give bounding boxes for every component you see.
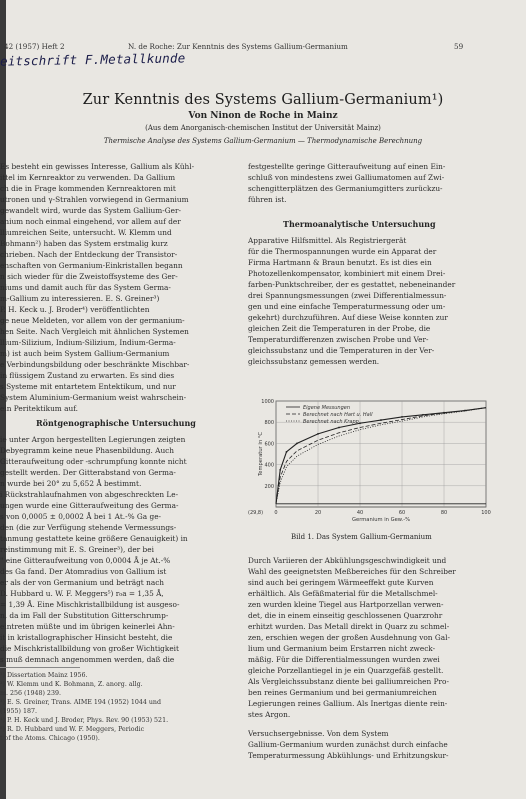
x-tick-label: 80: [440, 510, 448, 516]
text-line: D. Hubbard u. W. F. Meggers⁵) r₀a = 1,35 Å,: [0, 589, 164, 598]
text-line: die Mischkristallbildung von großer Wichtigkeit: [0, 644, 179, 653]
text-line: P. H. Keck u. J. Broder⁴) veröffentlichten: [0, 305, 150, 314]
y-tick-label: 400: [264, 462, 274, 469]
text-line: Temperaturmessung Abkühlungs- und Erhitzungskur-: [248, 751, 449, 760]
text-line: llium-Silizium, Indium-Silizium, Indium-Germa-: [0, 338, 176, 347]
footnote-line: (1955) 187.: [0, 708, 37, 715]
footnotes: [0, 671, 236, 743]
text-line: eintreten müßte und im übrigen keinerlei Ahn-: [0, 622, 175, 631]
text-line: m) ist auch beim System Gallium-Germanium: [0, 349, 170, 358]
text-line: gekehrt) durchzuführen. Auf diese Weise konnten zur: [248, 313, 448, 322]
text-line: erhitzt wurden. Das Metall direkt in Quarz zu schmel-: [248, 622, 450, 631]
text-line: reinstimmung mit E. S. Greiner³), der bei: [0, 545, 154, 554]
y-tick-label: 1000: [261, 399, 274, 405]
text-line: chrieben. Nach der Entdeckung der Transistor-: [0, 250, 178, 259]
text-line: i Rückstrahlaufnahmen von abgeschreckten Le-: [0, 490, 179, 499]
text-line: mäßig. Für die Differentialmessungen wurden zwei: [248, 655, 440, 664]
legend-label: Berechnet nach Krapp: [303, 419, 359, 425]
footnote-rule: [0, 667, 80, 668]
phase-diagram-chart: [246, 395, 496, 530]
y-tick-label: 200: [264, 483, 274, 490]
text-line: Temperaturdifferenzen zwischen Probe und Ver-: [248, 335, 429, 344]
text-line: den (die zur Verfügung stehende Vermessungs-: [0, 523, 177, 532]
x-tick-label: 0: [274, 510, 278, 516]
text-line: schengitterplätzen des Germaniumgitters zurückzu-: [248, 184, 443, 193]
text-line: e Verbindungsbildung oder beschränkte Mischbar-: [0, 360, 190, 369]
x-tick-label: 40: [356, 510, 364, 516]
text-line: Legierungen reines Gallium. Als Inertgas diente rein-: [248, 699, 448, 708]
footnote-line: ⁴) P. H. Keck und J. Broder, Phys. Rev. 90 (1953) 521.: [0, 717, 169, 724]
text-line: hen Seite. Nach Vergleich mit ähnlichen Systemen: [0, 327, 189, 336]
text-line: er als der von Germanium und beträgt nach: [0, 578, 165, 587]
right-section4: [248, 728, 484, 761]
text-line: erhältlich. Als Gefäßmaterial für die Metallschmel-: [248, 589, 438, 598]
article-title: Zur Kenntnis des Systems Gallium-Germanium¹): [82, 92, 444, 108]
y-tick-label: 800: [264, 420, 274, 427]
axis-note: (29,8): [248, 510, 264, 516]
data-point: [279, 469, 281, 471]
text-line: = 1,39 Å. Eine Mischkristallbildung ist ausgeso-: [0, 600, 180, 609]
text-line: Debyegramm keine neue Phasenbildung. Auch: [0, 446, 175, 455]
text-line: lium und Germanium beim Erstarren nicht zweck-: [248, 644, 436, 653]
text-line: det, die in einem einseitig geschlossenen Quarzrohr: [248, 611, 443, 620]
article-author: Von Ninon de Roche in Mainz: [188, 111, 338, 121]
data-point: [317, 433, 319, 435]
left-section1: [0, 434, 240, 665]
text-line: " eine Gitteraufweitung von 0,0004 Å je At.-%: [0, 556, 171, 565]
figure-1: [246, 395, 496, 530]
text-line: farben-Punktschreiber, der es gestattet, nebeneinander: [248, 280, 456, 289]
text-line: Wahl des geeignetsten Meßbereiches für den Schreiber: [248, 567, 456, 576]
x-tick-label: 100: [481, 510, 491, 516]
right-section2: [248, 235, 484, 367]
footnote-line: t of the Atoms. Chicago (1950).: [0, 735, 100, 742]
text-line: gestellt werden. Der Gitterabstand von Germa-: [0, 468, 176, 477]
running-title: N. de Roche: Zur Kenntnis des Systems Gallium-Germanium: [128, 42, 348, 51]
text-line: ch die in Frage kommenden Kernreaktoren mit: [0, 184, 176, 193]
issue-info: 42 (1957) Heft 2: [4, 42, 65, 51]
text-line: festgestellte geringe Gitteraufweitung auf einen Ein-: [248, 162, 446, 171]
data-point: [401, 416, 403, 418]
journal-stamp: eitschrift F.Metallkunde: [0, 50, 186, 69]
text-line: drei Spannungsmessungen (zwei Differentialmessun-: [248, 291, 447, 300]
page-number: 59: [454, 42, 464, 51]
data-point: [286, 451, 288, 453]
text-line: ungen wurde eine Gitteraufweitung des Germa-: [0, 501, 179, 510]
text-line: Photozellenkompensator, kombiniert mit einem Drei-: [248, 269, 446, 278]
text-line: Gallium-Germanium wurden zunächst durch einfache: [248, 740, 448, 749]
text-line: tanmung gestattete keine größere Genauigkeit) in: [0, 534, 188, 543]
text-line: Bohmann²) haben das System erstmalig kurz: [0, 239, 168, 248]
footnote-line: ¹) Dissertation Mainz 1956.: [0, 672, 88, 679]
figure-caption: Bild 1. Das System Gallium-Germanium: [291, 533, 432, 541]
section-heading-roentgen: Röntgenographische Untersuchung: [36, 418, 196, 428]
text-line: sind auch bei geringem Wärmeeffekt gute Kurven: [248, 578, 434, 587]
text-line: niums und damit auch für das System Germa-: [0, 283, 171, 292]
text-line: in flüssigem Zustand zu erwarten. Es sind dies: [0, 371, 175, 380]
article-subtitle: Thermische Analyse des Systems Gallium-Germanium — Thermodynamische Berechnung: [103, 137, 423, 145]
data-point: [380, 419, 382, 421]
text-line: Firma Hartmann & Braun benutzt. Es ist dies ein: [248, 258, 432, 267]
footnote-line: ³) E. S. Greiner, Trans. AIME 194 (1952) 1044 und: [0, 699, 162, 706]
text-line: gleiche Porzellantiegel in je ein Quarzgefäß gestellt.: [248, 666, 444, 675]
text-line: enschaften von Germanium-Einkristallen begann: [0, 261, 183, 270]
x-axis-label: Germanium in Gew.-%: [351, 517, 411, 523]
text-line: zen wurden kleine Tiegel aus Hartporzellan verwen-: [248, 600, 444, 609]
data-point: [338, 427, 340, 429]
text-line: utronen und γ-Strahlen vorwiegend in Germanium: [0, 195, 189, 204]
text-line: Es besteht ein gewisses Interesse, Gallium als Kühl-: [0, 162, 195, 171]
text-line: Durch Variieren der Abkühlungsgeschwindigkeit und: [248, 556, 447, 565]
text-line: gewandelt wird, wurde das System Gallium-Ger-: [0, 206, 181, 215]
text-line: für die Thermospannungen wurde ein Apparat der: [248, 247, 437, 256]
text-line: Gitteraufweitung oder -schrumpfung konnte nicht: [0, 457, 187, 466]
right-intro: [248, 161, 484, 205]
text-line: gen und eine einfache Temperaturmessung oder um-: [248, 302, 446, 311]
left-intro: [0, 161, 240, 414]
footnote-line: ²) W. Klemm und K. Bohmann, Z. anorg. allg.: [0, 681, 143, 688]
text-line: Apparative Hilfsmittel. Als Registriergerät: [248, 236, 407, 245]
text-line: ge neue Meldeten, vor allem von der germanium-: [0, 316, 185, 325]
text-line: anium noch einmal eingehend, vor allem auf der: [0, 217, 181, 226]
text-line: stes Argon.: [248, 710, 291, 719]
article-affiliation: (Aus dem Anorganisch-chemischen Institut der Universität Mainz): [145, 124, 381, 132]
text-line: gleichen Zeit die Temperaturen in der Probe, die: [248, 324, 431, 333]
text-line: ittel im Kernreaktor zu verwenden. Da Gallium: [0, 173, 176, 182]
legend-label: Eigene Messungen: [303, 405, 350, 411]
x-tick-label: 20: [314, 510, 322, 516]
y-tick-label: 600: [264, 441, 274, 448]
x-tick-label: 60: [398, 510, 406, 516]
text-line: ben reines Germanium und bei germaniumreichen: [248, 688, 437, 697]
text-line: m-Gallium zu interessieren. E. S. Greiner³): [0, 294, 160, 303]
data-point: [296, 443, 298, 445]
text-line: n, da im Fall der Substitution Gitterschrump-: [0, 611, 169, 620]
text-line: zen, erschien wegen der großen Ausdehnung von Gal-: [248, 633, 450, 642]
text-line: Versuchsergebnisse. Von dem System: [248, 729, 389, 738]
text-line: ein Peritektikum auf.: [0, 404, 78, 413]
text-line: Als Vergleichssubstanz diente bei galliumreichen Pro-: [248, 677, 449, 686]
text-line: s von 0,0005 ± 0,0002 Å bei 1 At.-% Ga ge-: [0, 512, 162, 521]
footnote-line: ⁵) R. D. Hubbard und W. F. Meggers, Periodic: [0, 726, 145, 733]
text-line: n sich wieder für die Zweistoffsysteme des Ger-: [0, 272, 178, 281]
text-line: System Aluminium-Germanium weist wahrschein-: [0, 393, 187, 402]
text-line: s Systeme mit entartetem Entektikum, und nur: [0, 382, 176, 391]
legend-label: Berechnet nach Hart u. Hall: [303, 412, 373, 418]
text-line: lliumreichen Seite, untersucht. W. Klemm und: [0, 228, 172, 237]
data-point: [422, 414, 424, 416]
text-line: s muß demnach angenommen werden, daß die: [0, 655, 175, 664]
right-section3: [248, 555, 484, 720]
text-line: schluß von mindestens zwei Galliumatomen auf Zwi-: [248, 173, 445, 182]
text-line: ie unter Argon hergestellten Legierungen zeigten: [0, 435, 186, 444]
text-line: führen ist.: [248, 195, 287, 204]
data-point: [359, 422, 361, 424]
text-line: gleichssubstanz gemessen werden.: [248, 357, 380, 366]
footnote-line: m. 256 (1948) 239.: [0, 690, 61, 697]
text-line: it in kristallographischer Hinsicht besteht, die: [0, 633, 173, 642]
section-heading-thermo: Thermoanalytische Untersuchung: [283, 219, 436, 229]
text-line: des Ga fand. Der Atomradius von Gallium ist: [0, 567, 167, 576]
text-line: n wurde bei 20° zu 5,652 Å bestimmt.: [0, 479, 142, 488]
y-axis-label: Temperatur in °C: [258, 431, 264, 477]
text-line: gleichssubstanz und die Temperaturen in der Ver-: [248, 346, 435, 355]
